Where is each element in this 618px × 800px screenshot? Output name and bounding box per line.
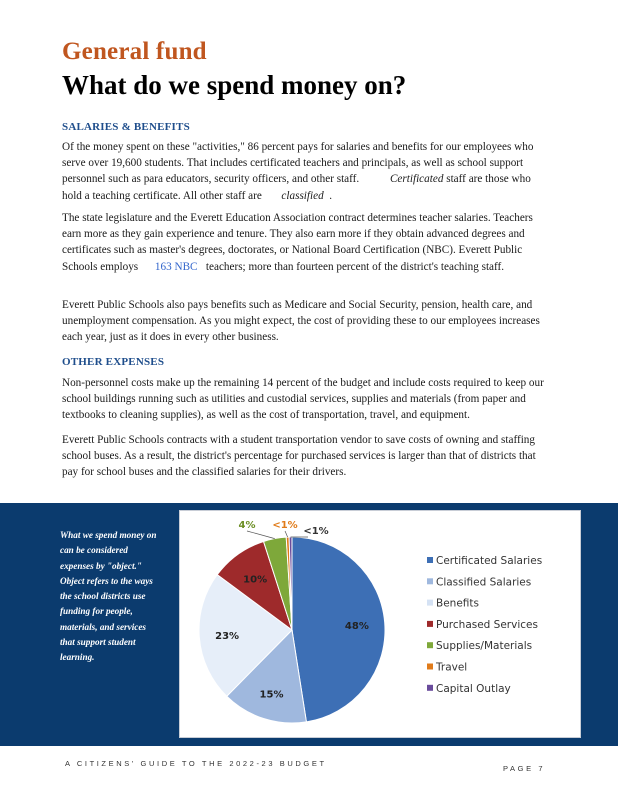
p1-text-b: staff are those who hold a teaching certificate. All other staff are (62, 173, 531, 202)
other-paragraph-2: Everett Public Schools contracts with a student transportation vendor to save costs of owning and staffing school buses. As a result, the district's percentage for purchased services is larger than that of districts that pay for school buses and the classified salaries for their drivers. (62, 434, 536, 479)
pie-label-travel: <1% (272, 520, 298, 531)
pie-label-benefits: 23% (215, 631, 240, 643)
p1-text-c: . (329, 189, 333, 202)
legend-swatch-benefits (427, 600, 433, 606)
salaries-paragraph-3: Everett Public Schools also pays benefits such as Medicare and Social Security, pension, health care, and unemployment compensation. As you might expect, the cost of providing these to our employees increases each year, just as it does in every other business. (62, 299, 540, 344)
pie-leader-line (247, 531, 275, 539)
legend-swatch-classified-salaries (427, 578, 433, 584)
salaries-paragraph-1 (62, 139, 550, 204)
p2-text-a: The state legislature and the Everett Education Association contract determines teacher salaries. Teachers earn more as they gain experience and tenure. They also earn more if they obtain advanced degrees and certificates such as master's degrees, doctorates, or National Board Certification (NBC). Everett Public Schools employs (62, 212, 533, 273)
pie-chart (180, 511, 580, 737)
section-title: General fund (62, 38, 207, 65)
pie-label-purchased-services: 10% (243, 574, 268, 586)
legend-swatch-certificated-salaries (427, 557, 433, 563)
salaries-heading: SALARIES & BENEFITS (62, 121, 190, 133)
chart-caption: What we spend money on can be considered expenses by "object." Object refers to the ways the school districts use funding for people, materials, and services that support student learning. (60, 530, 157, 663)
pie-label-capital-outlay: <1% (303, 526, 329, 537)
legend-label-capital-outlay: Capital Outlay (436, 682, 511, 695)
nbc-count: 163 NBC (154, 260, 198, 273)
term-classified: classified (281, 189, 324, 202)
chart-box (179, 510, 581, 738)
legend-label-classified-salaries: Classified Salaries (436, 576, 532, 589)
legend-label-certificated-salaries: Certificated Salaries (436, 555, 543, 567)
other-expenses-heading: OTHER EXPENSES (62, 356, 165, 368)
salaries-paragraph-2 (62, 210, 550, 275)
other-paragraph-1: Non-personnel costs make up the remaining 14 percent of the budget and include costs required to keep our school buildings running such as utilities and custodial services, supplies and materials (from paper and textbooks to cleaning supplies), as well as the cost of transportation, travel, and equipment. (62, 377, 544, 422)
footer-guide-title: A CITIZENS' GUIDE TO THE 2022-23 BUDGET (65, 759, 327, 768)
legend-label-supplies-materials: Supplies/Materials (436, 640, 533, 653)
pie-label-supplies-materials: 4% (238, 520, 256, 531)
legend-swatch-purchased-services (427, 621, 433, 627)
p2-text-b: teachers; more than fourteen percent of the district's teaching staff. (205, 260, 505, 273)
pie-label-certificated-salaries: 48% (344, 620, 369, 632)
legend-label-benefits: Benefits (436, 597, 479, 610)
term-certificated: Certificated (389, 173, 444, 186)
pie-leader-line (285, 531, 288, 537)
page-number: PAGE 7 (503, 764, 546, 773)
pie-slice-certificated-salaries (292, 537, 385, 722)
legend-label-purchased-services: Purchased Services (436, 618, 538, 631)
legend-swatch-capital-outlay (427, 685, 433, 691)
legend-label-travel: Travel (436, 661, 468, 674)
pie-label-classified-salaries: 15% (259, 689, 284, 701)
legend-swatch-travel (427, 664, 433, 670)
p1-text-a: Of the money spent on these "activities," 86 percent pays for salaries and benefits for our employees who serve over 19,600 students. That includes certificated teachers and principals, as well as school support personnel such as para educators, security officers, and other staff. (62, 141, 534, 186)
legend-swatch-supplies-materials (427, 642, 433, 648)
page-title: What do we spend money on? (62, 70, 407, 100)
